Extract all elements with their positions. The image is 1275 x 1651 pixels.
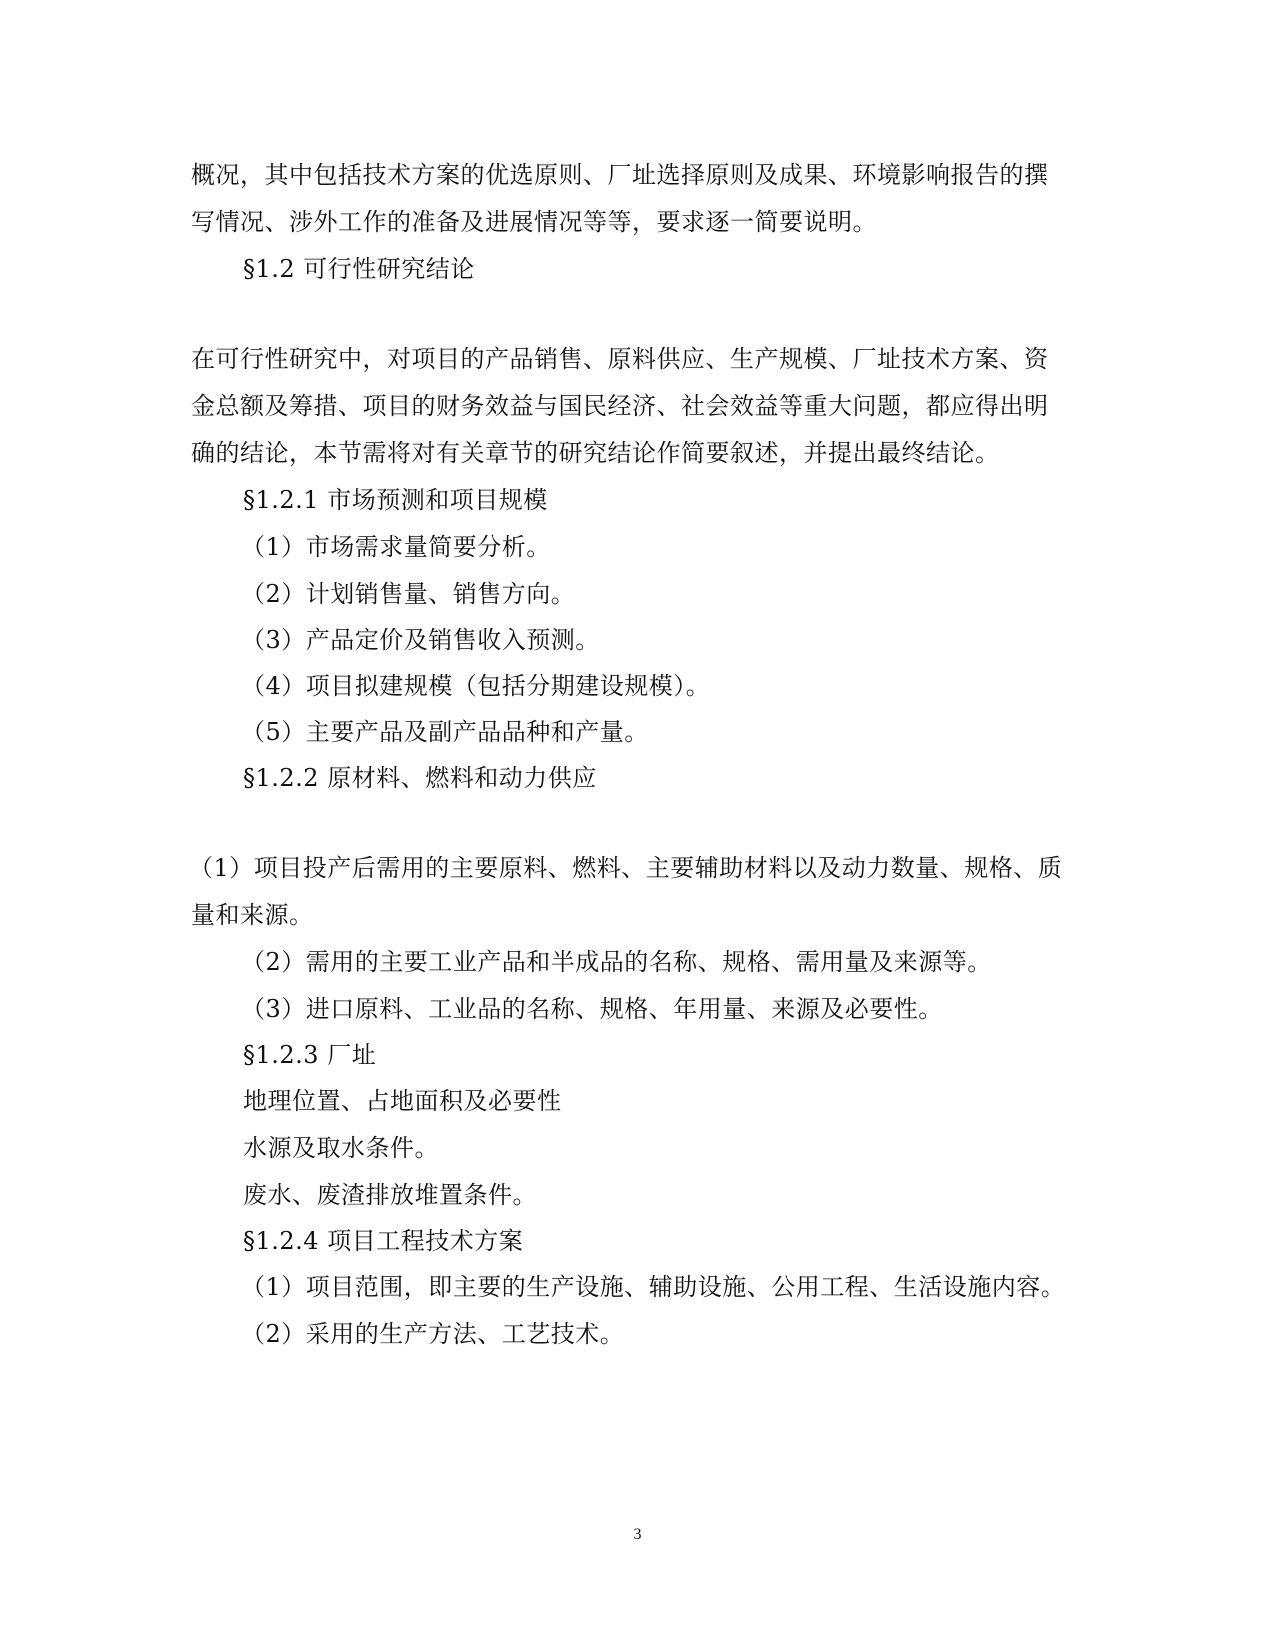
list-item: （5）主要产品及副产品品种和产量。: [241, 718, 649, 746]
body-text-line: 概况，其中包括技术方案的优选原则、厂址选择原则及成果、环境影响报告的撰: [191, 161, 1049, 189]
body-text-line: 确的结论，本节需将对有关章节的研究结论作简要叙述，并提出最终结论。: [191, 439, 1000, 467]
page-number: 3: [633, 1526, 642, 1543]
list-item: （1）项目范围，即主要的生产设施、辅助设施、公用工程、生活设施内容。: [241, 1273, 1066, 1301]
list-item: （3）产品定价及销售收入预测。: [241, 626, 600, 654]
body-text-line: 写情况、涉外工作的准备及进展情况等等，要求逐一简要说明。: [191, 208, 877, 236]
list-item: 水源及取水条件。: [243, 1134, 439, 1162]
list-item: （2）需用的主要工业产品和半成品的名称、规格、需用量及来源等。: [241, 948, 992, 976]
body-text-line: 在可行性研究中，对项目的产品销售、原料供应、生产规模、厂址技术方案、资: [191, 345, 1049, 373]
list-item: 地理位置、占地面积及必要性: [243, 1087, 562, 1115]
section-heading: §1.2 可行性研究结论: [243, 255, 475, 283]
list-item: 废水、废渣排放堆置条件。: [243, 1181, 537, 1209]
list-item: （2）计划销售量、销售方向。: [241, 580, 576, 608]
list-item: （3）进口原料、工业品的名称、规格、年用量、来源及必要性。: [241, 995, 943, 1023]
subsection-heading: §1.2.4 项目工程技术方案: [243, 1227, 524, 1255]
list-item-continuation: 量和来源。: [191, 901, 314, 929]
list-item: （2）采用的生产方法、工艺技术。: [241, 1320, 625, 1348]
list-item: （1）市场需求量简要分析。: [241, 533, 551, 561]
subsection-heading: §1.2.3 厂址: [243, 1041, 377, 1069]
list-item: （1）项目投产后需用的主要原料、燃料、主要辅助材料以及动力数量、规格、质: [189, 854, 1063, 882]
body-text-line: 金总额及筹措、项目的财务效益与国民经济、社会效益等重大问题，都应得出明: [191, 392, 1049, 420]
list-item: （4）项目拟建规模（包括分期建设规模）。: [241, 672, 711, 700]
subsection-heading: §1.2.2 原材料、燃料和动力供应: [243, 764, 597, 792]
subsection-heading: §1.2.1 市场预测和项目规模: [243, 486, 548, 514]
